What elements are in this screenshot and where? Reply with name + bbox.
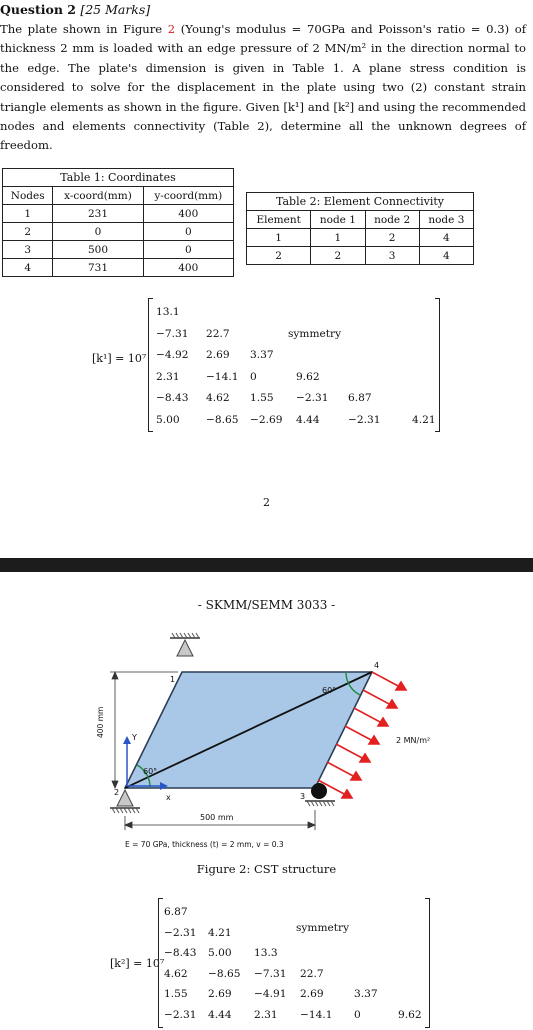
table-cell: 4 bbox=[419, 229, 473, 247]
angle-label-right: 60° bbox=[322, 686, 337, 695]
bracket-right bbox=[435, 298, 440, 432]
matrix-entry: 0 bbox=[354, 1008, 361, 1021]
table-cell: 2 bbox=[365, 229, 419, 247]
table-cell: 4 bbox=[3, 259, 53, 277]
k1-label: [k¹] = 10⁷ bbox=[92, 352, 147, 365]
matrix-entry: 2.31 bbox=[254, 1008, 278, 1021]
figure-caption: Figure 2: CST structure bbox=[196, 862, 337, 876]
table-cell: 1 bbox=[3, 205, 53, 223]
matrix-entry: 0 bbox=[250, 370, 257, 383]
load-label: 2 MN/m² bbox=[396, 736, 431, 745]
node-label-3: 3 bbox=[300, 792, 306, 801]
table-row bbox=[247, 229, 474, 247]
matrix-entry: 4.21 bbox=[208, 926, 232, 939]
matrix-entry: −2.31 bbox=[348, 413, 381, 426]
matrix-entry: 22.7 bbox=[300, 967, 324, 980]
table-cell: 400 bbox=[143, 205, 233, 223]
matrix-entry: −2.31 bbox=[164, 926, 197, 939]
bracket-left bbox=[158, 898, 163, 1028]
matrix-entry: −8.65 bbox=[208, 967, 241, 980]
matrix-entry: −4.92 bbox=[156, 349, 189, 361]
table-cell: 2 bbox=[3, 223, 53, 241]
cst-structure-figure bbox=[0, 630, 533, 852]
matrix-entry: −2.31 bbox=[296, 392, 329, 404]
matrix-entry: 4.44 bbox=[296, 413, 320, 426]
matrix-entry: 2.31 bbox=[156, 370, 180, 383]
node-label-1: 1 bbox=[170, 675, 176, 684]
matrix-entry: −2.69 bbox=[250, 413, 283, 426]
angle-label-left: 60° bbox=[143, 767, 158, 776]
table1-header: Nodes bbox=[3, 187, 53, 205]
matrix-entry: 6.87 bbox=[164, 906, 188, 918]
table-cell: 0 bbox=[143, 223, 233, 241]
matrix-entry: −4.91 bbox=[254, 988, 287, 1000]
matrix-entry: −8.65 bbox=[206, 413, 239, 426]
bracket-right bbox=[425, 898, 430, 1028]
table1-caption: Table 1: Coordinates bbox=[3, 169, 234, 187]
table-row bbox=[3, 205, 234, 223]
para-text-2: (Young's modulus = 70GPa and Poisson's ratio = 0.3) of thickness 2 mm is loaded with an edge pressure of 2 MN/m² in the direction normal to the edge. The plate's dimension is given in Table 1. A plane stress condition is considered to solve for the displacement in the plate using two (2) constant strain triangle elements as shown in the figure. Given [k¹] and [k²] and using the recommended nodes and elements connectivity (Table 2), determine all the unknown degrees of freedom. bbox=[0, 22, 527, 153]
table-row bbox=[3, 241, 234, 259]
node-label-2: 2 bbox=[114, 788, 120, 797]
table2-header: node 1 bbox=[311, 211, 365, 229]
page-number: 2 bbox=[263, 496, 270, 509]
table-cell: 731 bbox=[53, 259, 143, 277]
matrix-entry: −8.43 bbox=[164, 947, 197, 959]
material-properties: E = 70 GPa, thickness (t) = 2 mm, v = 0.3 bbox=[125, 840, 284, 849]
table2-caption: Table 2: Element Connectivity bbox=[247, 193, 474, 211]
table-cell: 0 bbox=[143, 241, 233, 259]
table1-header: y-coord(mm) bbox=[143, 187, 233, 205]
table-cell: 4 bbox=[419, 247, 473, 265]
node-label-4: 4 bbox=[374, 661, 380, 670]
matrix-entry: 4.62 bbox=[206, 392, 230, 404]
axis-x-label: x bbox=[166, 793, 171, 802]
table-cell: 2 bbox=[247, 247, 311, 265]
table2-header: node 2 bbox=[365, 211, 419, 229]
bracket-left bbox=[148, 298, 153, 432]
table-connectivity bbox=[246, 192, 474, 265]
matrix-entry: 2.69 bbox=[206, 349, 230, 361]
table-cell: 3 bbox=[365, 247, 419, 265]
table-coordinates bbox=[2, 168, 234, 277]
question-label: Question 2 bbox=[0, 2, 76, 17]
table-row bbox=[247, 247, 474, 265]
table-cell: 1 bbox=[247, 229, 311, 247]
para-text-1: The plate shown in Figure bbox=[0, 22, 168, 36]
matrix-entry: 3.37 bbox=[250, 349, 274, 361]
table-cell: 3 bbox=[3, 241, 53, 259]
matrix-entry: −2.31 bbox=[164, 1008, 197, 1021]
matrix-entry: 13.1 bbox=[156, 306, 180, 318]
matrix-entry: 5.00 bbox=[208, 947, 232, 959]
matrix-entry: 22.7 bbox=[206, 327, 230, 340]
question-marks: [25 Marks] bbox=[80, 2, 151, 17]
page-header: - SKMM/SEMM 3033 - bbox=[197, 598, 336, 612]
figure-reference-link[interactable]: 2 bbox=[167, 22, 176, 36]
table-cell: 231 bbox=[53, 205, 143, 223]
matrix-entry: 2.69 bbox=[300, 988, 324, 1000]
table-cell: 400 bbox=[143, 259, 233, 277]
question-paragraph bbox=[0, 20, 526, 156]
matrix-entry: 9.62 bbox=[296, 370, 320, 383]
matrix-entry: 1.55 bbox=[164, 988, 188, 1000]
table-row bbox=[3, 223, 234, 241]
k2-matrix bbox=[158, 898, 430, 1028]
matrix-entry: 4.21 bbox=[412, 413, 436, 426]
k1-matrix bbox=[148, 298, 440, 432]
matrix-entry: 6.87 bbox=[348, 392, 372, 404]
pin-support-top bbox=[170, 633, 200, 656]
matrix-entry: −8.43 bbox=[156, 392, 189, 404]
table-row bbox=[3, 259, 234, 277]
matrix-entry: 9.62 bbox=[398, 1008, 422, 1021]
symmetry-label: symmetry bbox=[296, 922, 350, 934]
matrix-entry: 13.3 bbox=[254, 947, 278, 959]
matrix-entry: 4.44 bbox=[208, 1008, 232, 1021]
table2-header: node 3 bbox=[419, 211, 473, 229]
matrix-entry: −7.31 bbox=[254, 967, 287, 980]
matrix-entry: −14.1 bbox=[206, 370, 239, 383]
table1-header: x-coord(mm) bbox=[53, 187, 143, 205]
width-label: 500 mm bbox=[200, 813, 234, 822]
matrix-entry: 4.62 bbox=[164, 967, 188, 980]
matrix-entry: −7.31 bbox=[156, 327, 189, 340]
height-label: 400 mm bbox=[96, 706, 105, 738]
table-cell: 0 bbox=[53, 223, 143, 241]
table-cell: 1 bbox=[311, 229, 365, 247]
question-title bbox=[0, 2, 150, 17]
matrix-entry: −14.1 bbox=[300, 1008, 333, 1021]
matrix-entry: 2.69 bbox=[208, 988, 232, 1000]
k2-label: [k²] = 10⁷ bbox=[110, 957, 165, 970]
table-cell: 2 bbox=[311, 247, 365, 265]
axis-y-label: Y bbox=[132, 733, 137, 742]
table-cell: 500 bbox=[53, 241, 143, 259]
symmetry-label: symmetry bbox=[288, 328, 342, 340]
table2-header: Element bbox=[247, 211, 311, 229]
matrix-entry: 3.37 bbox=[354, 988, 378, 1000]
matrix-entry: 1.55 bbox=[250, 392, 274, 404]
matrix-entry: 5.00 bbox=[156, 413, 180, 426]
